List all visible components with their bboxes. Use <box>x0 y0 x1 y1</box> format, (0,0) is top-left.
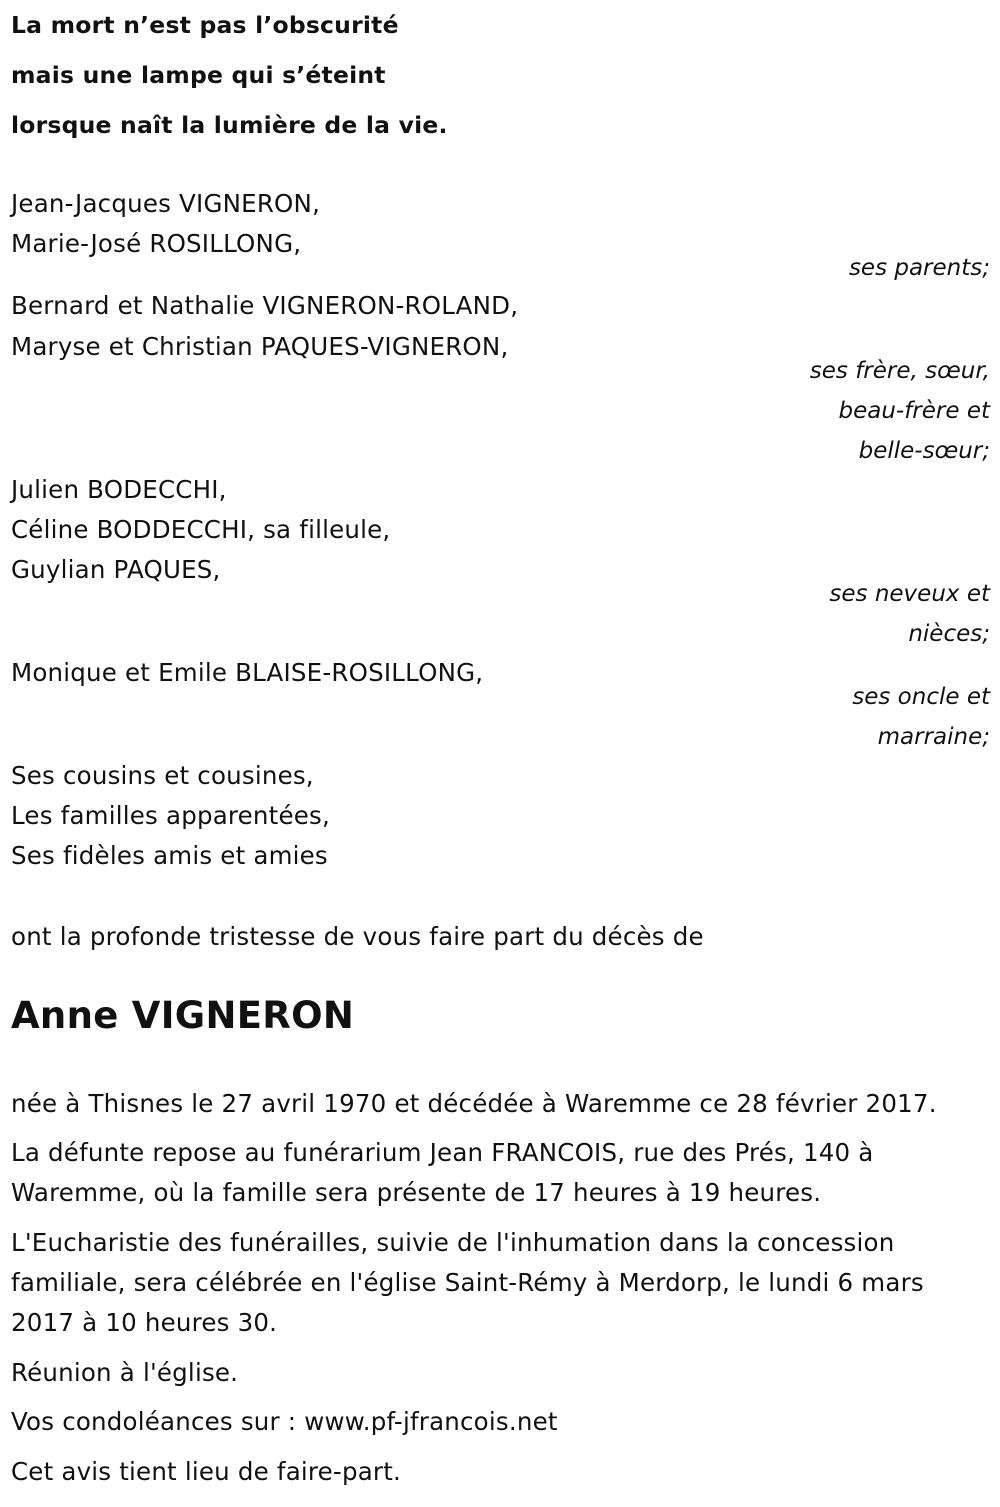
birth-death: née à Thisnes le 27 avril 1970 et décédée à Waremme ce 28 février 2017. <box>11 1089 937 1118</box>
sibling-name: Bernard et Nathalie VIGNERON-ROLAND, <box>11 291 519 320</box>
nephew-name: Julien BODECCHI, <box>11 475 227 504</box>
relation-nephews: nièces; <box>908 621 990 647</box>
parent-name: Marie-José ROSILLONG, <box>11 229 302 258</box>
uncle-name: Monique et Emile BLAISE-ROSILLONG, <box>11 658 484 687</box>
others-line: Ses fidèles amis et amies <box>11 841 328 870</box>
sibling-name: Maryse et Christian PAQUES-VIGNERON, <box>11 332 509 361</box>
poem-line-2: mais une lampe qui s’éteint <box>11 61 386 89</box>
relation-siblings: ses frère, sœur, <box>809 358 990 384</box>
poem-line-1: La mort n’est pas l’obscurité <box>11 11 399 39</box>
relation-parents: ses parents; <box>848 255 990 281</box>
parent-name: Jean-Jacques VIGNERON, <box>11 189 321 218</box>
relation-nephews: ses neveux et <box>829 581 990 607</box>
meeting-info: Réunion à l'église. <box>11 1358 239 1387</box>
others-line: Les familles apparentées, <box>11 801 330 830</box>
relation-siblings: belle-sœur; <box>858 438 990 464</box>
others-line: Ses cousins et cousines, <box>11 761 314 790</box>
condolences-info: Vos condoléances sur : www.pf-jfrancois.net <box>11 1407 558 1436</box>
relation-uncle: ses oncle et <box>852 684 990 710</box>
relation-uncle: marraine; <box>877 724 990 750</box>
nephew-name: Céline BODDECCHI, sa filleule, <box>11 515 391 544</box>
funeral-info: familiale, sera célébrée en l'église Saint-Rémy à Merdorp, le lundi 6 mars <box>11 1268 924 1297</box>
deceased-name: Anne VIGNERON <box>11 994 355 1037</box>
funeral-info: 2017 à 10 heures 30. <box>11 1308 278 1337</box>
notice-info: Cet avis tient lieu de faire-part. <box>11 1457 401 1486</box>
nephew-name: Guylian PAQUES, <box>11 555 221 584</box>
funeral-info: L'Eucharistie des funérailles, suivie de l'inhumation dans la concession <box>11 1228 895 1257</box>
announcement: ont la profonde tristesse de vous faire part du décès de <box>11 922 704 951</box>
rest-info: Waremme, où la famille sera présente de 17 heures à 19 heures. <box>11 1178 822 1207</box>
relation-siblings: beau-frère et <box>838 398 990 424</box>
poem-line-3: lorsque naît la lumière de la vie. <box>11 111 448 139</box>
rest-info: La défunte repose au funérarium Jean FRANCOIS, rue des Prés, 140 à <box>11 1138 874 1167</box>
